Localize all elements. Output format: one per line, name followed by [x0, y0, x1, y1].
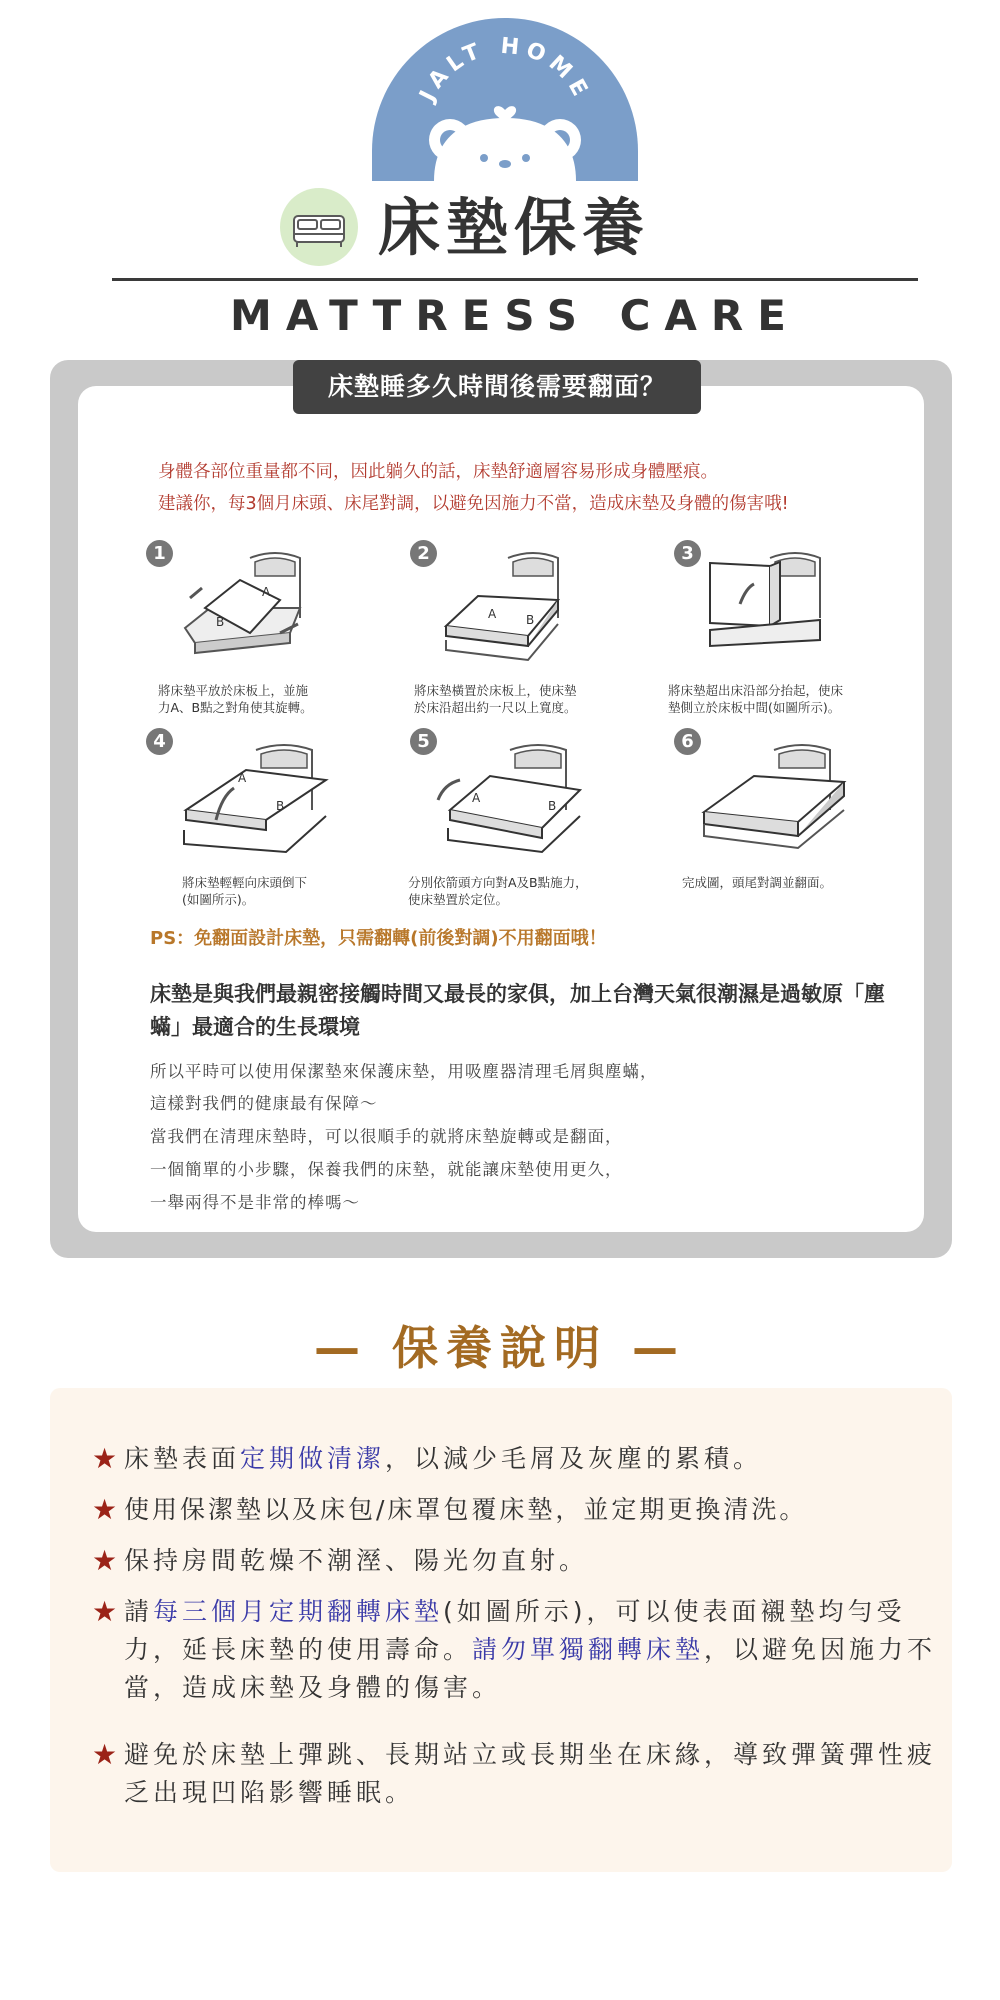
bold-paragraph: 床墊是與我們最親密接觸時間又最長的家俱，加上台灣天氣很潮濕是過敏原「塵蟎」最適合的生長環境 [150, 982, 885, 1039]
svg-text:B: B [216, 615, 225, 629]
title-row [280, 188, 720, 270]
intro-line: 身體各部位重量都不同，因此躺久的話，床墊舒適層容易形成身體壓痕。 [158, 462, 718, 482]
step-number: 5 [410, 728, 437, 755]
star-icon: ★ [92, 1544, 122, 1577]
header-divider [112, 278, 918, 281]
jalt-home-logo [372, 18, 638, 181]
step-number: 3 [674, 540, 701, 567]
svg-text:A: A [262, 585, 271, 599]
star-icon: ★ [92, 1442, 122, 1475]
step-number: 1 [146, 540, 173, 567]
mattress-slide-icon [438, 548, 578, 668]
care-item: ★ 使用保潔墊以及床包/床罩包覆床墊，並定期更換清洗。 [92, 1491, 972, 1529]
care-item: ★ 避免於床墊上彈跳、長期站立或長期坐在床緣，導致彈簧彈性疲乏出現凹陷影響睡眠。 [92, 1738, 937, 1807]
care-item: ★ 床墊表面定期做清潔，以減少毛屑及灰塵的累積。 [92, 1440, 952, 1478]
star-icon: ★ [92, 1595, 122, 1628]
svg-text:B: B [548, 799, 557, 813]
mattress-tilt-icon [176, 740, 316, 860]
page-subtitle: MATTRESS CARE [230, 291, 800, 340]
svg-text:A: A [238, 771, 247, 785]
intro-line: 建議你，每3個月床頭、床尾對調，以避免因施力不當，造成床墊及身體的傷害哦! [158, 494, 789, 514]
flip-question-title: 床墊睡多久時間後需要翻面？ [293, 360, 701, 414]
body-line: 一舉兩得不是非常的棒嗎～ [150, 1193, 360, 1212]
ps-note: PS：免翻面設計床墊，只需翻轉(前後對調)不用翻面哦！ [150, 928, 607, 949]
care-item: ★ 保持房間乾燥不潮溼、陽光勿直射。 [92, 1542, 952, 1580]
step-caption: 將床墊輕輕向床頭倒下 (如圖所示)。 [182, 875, 308, 907]
step-number: 6 [674, 728, 701, 755]
step-caption: 將床墊橫置於床板上，使床墊 於床沿超出約一尺以上寬度。 [414, 683, 577, 715]
body-line: 一個簡單的小步驟，保養我們的床墊，就能讓床墊使用更久， [150, 1160, 623, 1179]
step-caption: 完成圖，頭尾對調並翻面。 [682, 875, 833, 890]
star-icon: ★ [92, 1493, 122, 1526]
svg-text:A: A [472, 791, 481, 805]
svg-text:B: B [276, 799, 285, 813]
mattress-align-icon [430, 740, 570, 860]
mattress-lift-icon [700, 548, 840, 668]
step-caption: 分別依箭頭方向對A及B點施力， 使床墊置於定位。 [408, 875, 588, 907]
care-item: ★ 請每三個月定期翻轉床墊(如圖所示)，可以使表面襯墊均勻受力，延長床墊的使用壽命。請勿單獨翻轉床墊，以避免因施力不當，造成床墊及身體的傷害。 [92, 1595, 937, 1702]
step-number: 4 [146, 728, 173, 755]
step-caption: 將床墊平放於床板上，並施 力A、B點之對角使其旋轉。 [158, 683, 313, 715]
step-number: 2 [410, 540, 437, 567]
svg-text:B: B [526, 613, 535, 627]
page-title: 床墊保養 [378, 191, 651, 264]
body-line: 這樣對我們的健康最有保障～ [150, 1094, 378, 1113]
care-heading: — 保養說明 — [313, 1321, 687, 1375]
svg-text:A: A [488, 607, 497, 621]
body-line: 所以平時可以使用保潔墊來保護床墊，用吸塵器清理毛屑與塵蟎， [150, 1062, 658, 1081]
logo-text: JALT HOME [415, 33, 595, 106]
star-icon: ★ [92, 1738, 122, 1771]
bed-icon [280, 188, 358, 266]
body-line: 當我們在清理床墊時，可以很順手的就將床墊旋轉或是翻面， [150, 1127, 623, 1146]
step-caption: 將床墊超出床沿部分抬起，使床 墊側立於床板中間(如圖所示)。 [668, 683, 844, 715]
mattress-rotate-icon [180, 548, 320, 668]
mattress-done-icon [694, 740, 834, 860]
